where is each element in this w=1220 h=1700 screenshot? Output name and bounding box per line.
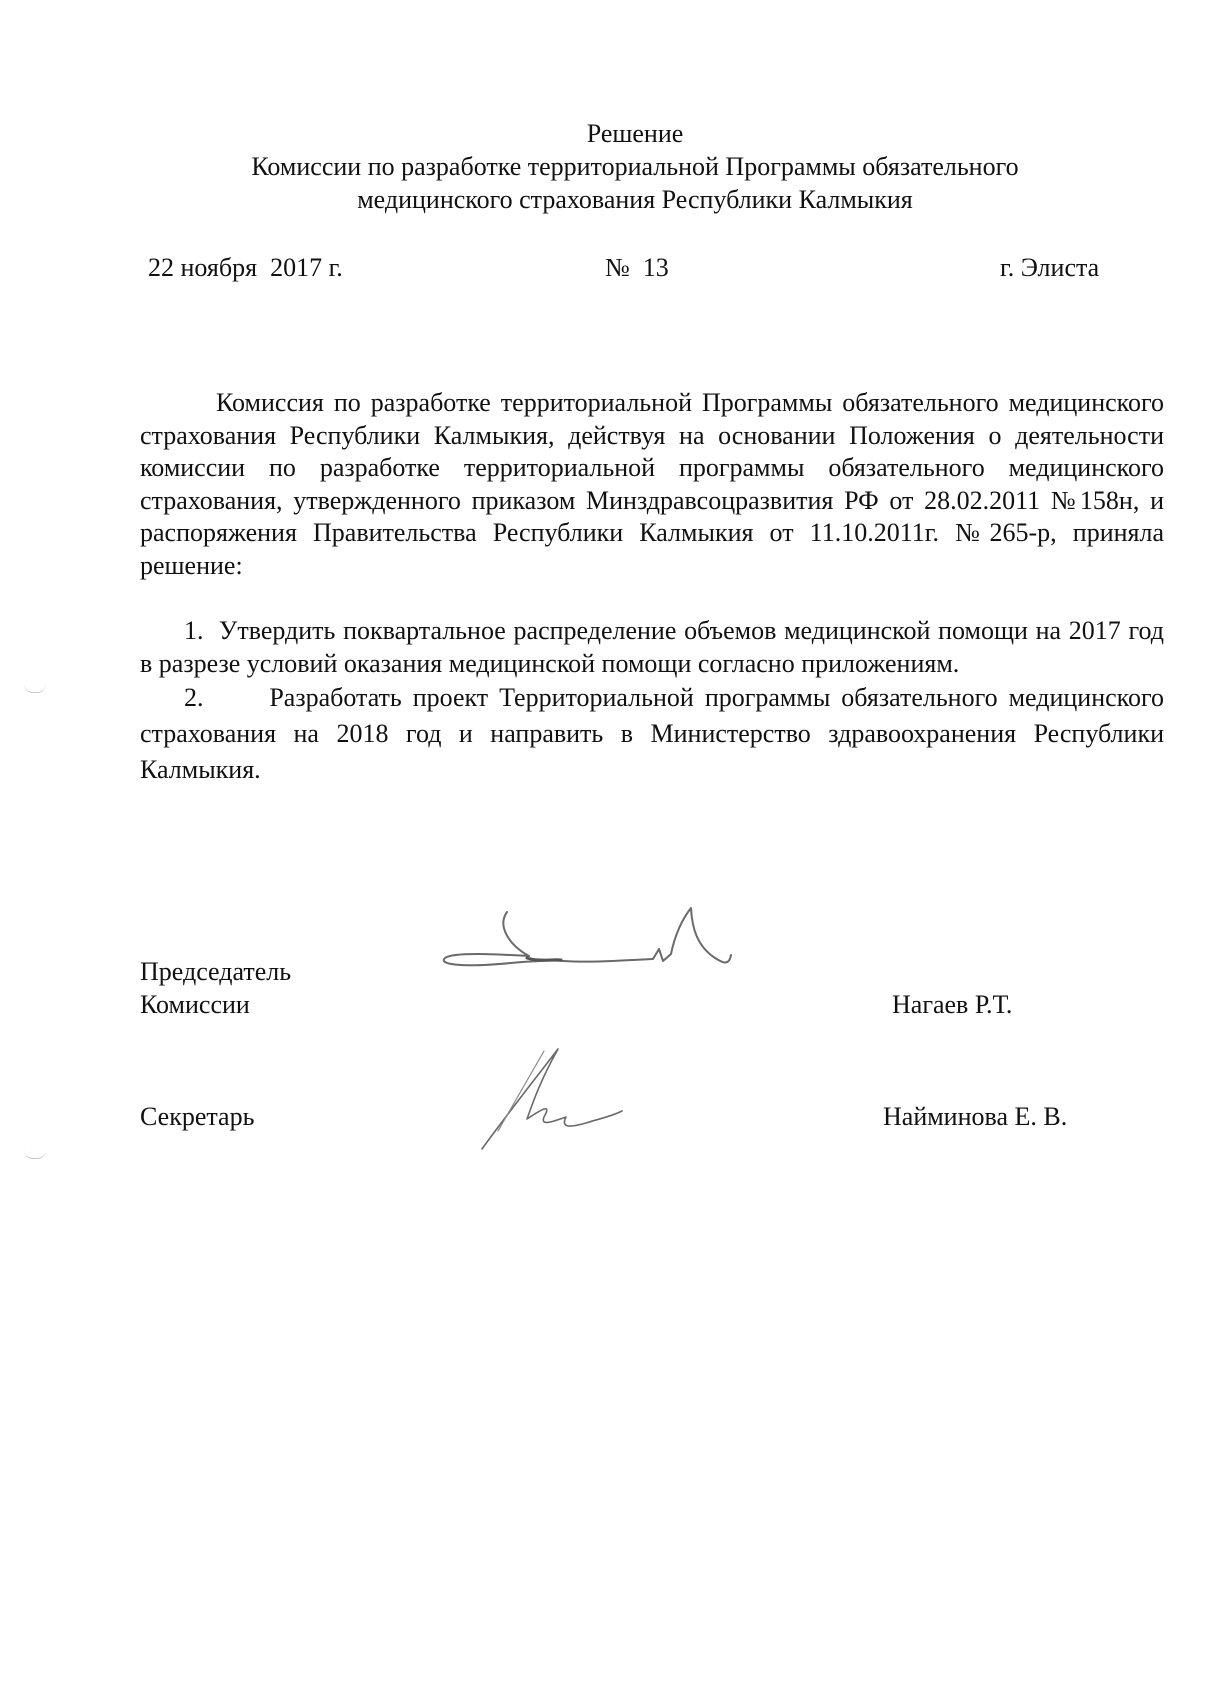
document-city: г. Элиста <box>1000 253 1100 282</box>
chair-name: Нагаев Р.Т. <box>892 990 1013 1019</box>
decision-item-text: Разработать проект Территориальной программы обязательного медицинского страхования на 2018 год и направить в Министерство здравоохранения Республики Калмыкия. <box>140 683 1164 784</box>
chair-handwritten-signature <box>435 900 755 980</box>
chair-role-line-1: Председатель <box>140 957 292 986</box>
decision-item-number: 1. <box>184 616 204 645</box>
decision-item <box>140 680 1164 788</box>
chair-role-line-2: Комиссии <box>140 990 250 1019</box>
secretary-handwritten-signature <box>480 1045 630 1155</box>
document-date: 22 ноября 2017 г. <box>148 253 343 282</box>
scan-artifact <box>24 684 46 693</box>
chair-role <box>140 955 291 1021</box>
document-number: № 13 <box>605 253 669 282</box>
document-title: Решение <box>586 119 684 148</box>
intro-paragraph: Комиссия по разработке территориальной Программы обязательного медицинского страхования Республики Калмыкия, действуя на основании Положения о деятельности комиссии по разработке территориальной программы обязательного медицинского страхования, утвержденного приказом Минздравсоцразвития РФ от 28.02.2011 №158н, и распоряжения Правительства Республики Калмыкия от 11.10.2011г. №265-р, приняла решение: <box>140 388 1164 580</box>
scan-artifact <box>24 1150 46 1159</box>
document-body <box>140 387 1164 788</box>
document-subtitle-line-1: Комиссии по разработке территориальной Программы обязательного <box>251 152 1019 181</box>
decision-item-text: Утвердить поквартальное распределение объемов медицинской помощи на 2017 год в разрезе условий оказания медицинской помощи согласно приложениям. <box>140 616 1164 678</box>
document-header <box>140 117 1130 216</box>
decision-list <box>140 615 1164 788</box>
decision-item-number: 2. <box>184 683 204 712</box>
decision-item <box>140 615 1164 680</box>
secretary-name: Найминова Е. В. <box>883 1102 1068 1131</box>
secretary-role: Секретарь <box>140 1102 255 1131</box>
document-subtitle-line-2: медицинского страхования Республики Калмыкия <box>357 185 913 214</box>
